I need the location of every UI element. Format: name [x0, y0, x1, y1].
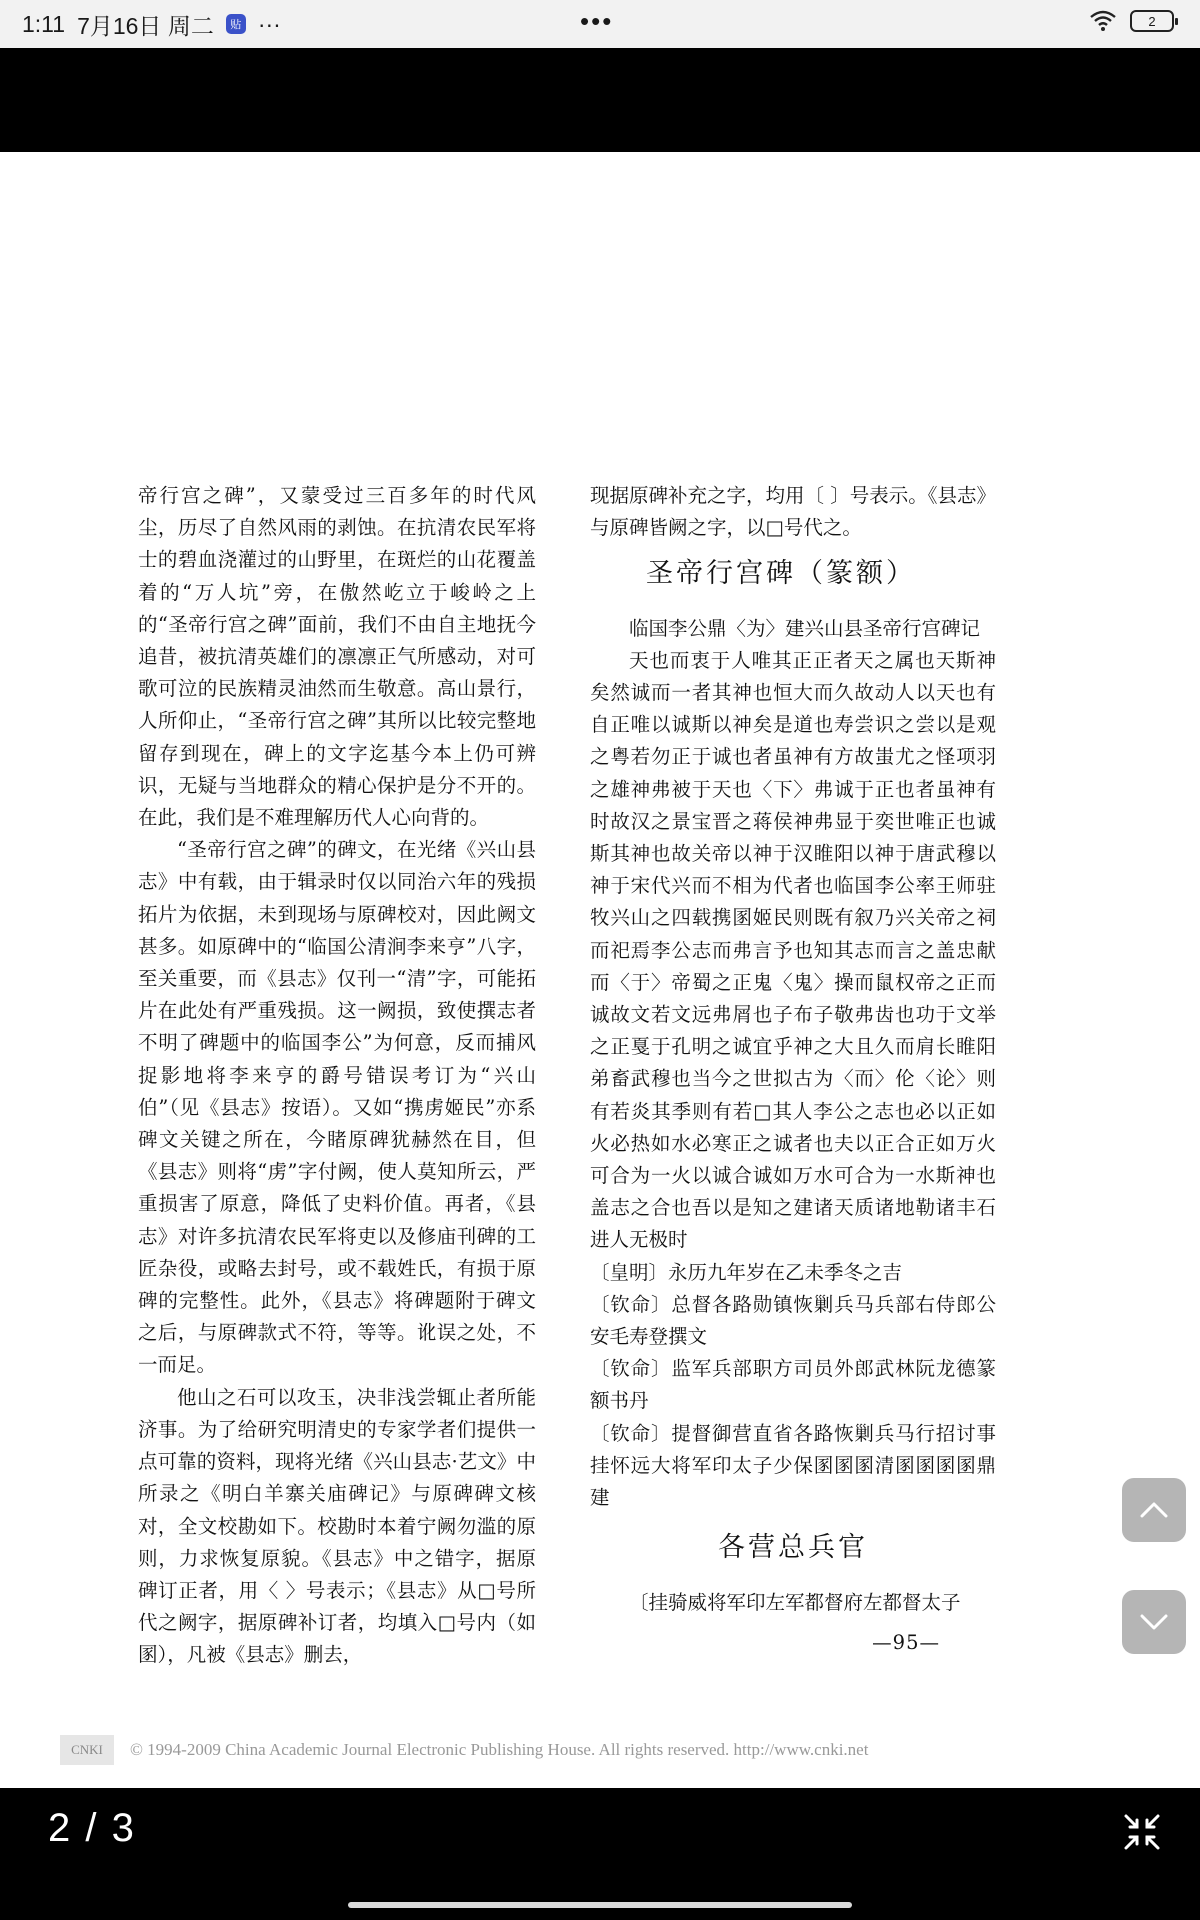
page-indicator: 2 / 3 [48, 1806, 136, 1850]
status-left [22, 8, 281, 41]
status-time: 1:11 [22, 10, 66, 37]
document-page [0, 152, 1200, 1788]
page-number: —95— [872, 1630, 940, 1654]
status-date: 7月16日 周二 [77, 12, 214, 39]
scroll-up-button[interactable] [1122, 1478, 1186, 1542]
status-right [1090, 10, 1174, 32]
paragraph: 〔皇明〕永历九年岁在乙未季冬之吉 [590, 1260, 903, 1284]
battery-icon [1130, 10, 1174, 32]
stele-title: 圣帝行宫碑（篆额） [646, 558, 916, 590]
paragraph: 〔钦命〕提督御营直省各路恢剿兵马行招讨事挂怀远大将军印太子少保圂圂圂清圂圂圂圂鼎建 [590, 1421, 996, 1510]
collapse-arrows-icon[interactable] [1122, 1812, 1162, 1852]
status-more-dots: ··· [257, 10, 281, 37]
cnki-logo: CNKI [60, 1735, 114, 1765]
scroll-down-button[interactable] [1122, 1590, 1186, 1654]
stele-text [590, 613, 996, 1515]
notification-app-icon: 贴 [226, 14, 246, 34]
multitask-dots[interactable]: ••• [580, 6, 614, 36]
chevron-up-icon [1139, 1500, 1169, 1520]
paragraph: 帝行宫之碑”，又蒙受过三百多年的时代风尘，历尽了自然风雨的剥蚀。在抗清农民军将士的碧血浇灌过的山野里，在斑烂的山花覆盖着的“万人坑”旁，在傲然屹立于峻岭之上的“圣帝行宫之碑”面前，我们不由自主地抚今追昔，被抗清英雄们的凛凛正气所感动，对可歌可泣的民族精灵油然而生敬意。高山景行，人所仰止，“圣帝行宫之碑”其所以比较完整地留存到现在，碑上的文字迄基今本上仍可辨识，无疑与当地群众的精心保护是分不开的。在此，我们是不难理解历代人心向背的。 [138, 484, 536, 830]
copyright-footer [60, 1730, 1160, 1770]
paragraph: “圣帝行宫之碑”的碑文，在光绪《兴山县志》中有载，由于辑录时仅以同治六年的残损拓片为依据，未到现场与原碑校对，因此阙文甚多。如原碑中的“临国公清涧李来亨”八字，至关重要，而《县志》仅刊一“清”字，可能拓片在此处有严重残损。这一阙损，致使撰志者不明了碑题中的临国李公”为何意，反而捕风捉影地将李来亨的爵号错误考订为“兴山伯”（见《县志》按语）。又如“携虏姬民”亦系碑文关键之所在，今睹原碑犹赫然在目，但《县志》则将“虏”字付阙，使人莫知所云，严重损害了原意，降低了史料价值。再者，《县志》对许多抗清农民军将吏以及修庙刊碑的工匠杂役，或略去封号，或不载姓氏，有损于原碑的完整性。此外，《县志》将碑题附于碑文之后，与原碑款式不符，等等。讹误之处，不一而足。 [138, 838, 536, 1377]
section-title: 各营总兵官 [718, 1532, 868, 1564]
viewer-top-band [0, 48, 1200, 152]
paragraph: 他山之石可以攻玉，决非浅尝辄止者所能济事。为了给研究明清史的专家学者们提供一点可靠的资料，现将光绪《兴山县志·艺文》中所录之《明白羊寨关庙碑记》与原碑碑文核对，全文校勘如下。校勘时本着宁阙勿滥的原则，力求恢复原貌。《县志》中之错字，据原碑订正者，用〈 〉号表示；《县志》从□号所代之阙字，据原碑补订者，均填入□号内（如圂），凡被《县志》删去， [138, 1385, 536, 1667]
right-intro: 现据原碑补充之字，均用〔 〕号表示。《县志》与原碑皆阙之字，以□号代之。 [590, 484, 996, 540]
battery-level: 2 [1148, 13, 1156, 29]
chevron-down-icon [1139, 1612, 1169, 1632]
wifi-icon [1090, 10, 1116, 32]
home-indicator[interactable] [348, 1902, 852, 1908]
paragraph: 〔钦命〕总督各路勋镇恢剿兵马兵部右侍郎公安毛寿登撰文 [590, 1292, 996, 1349]
paragraph: 天也而衷于人唯其正正者天之属也天斯神矣然诚而一者其神也恒大而久故动人以天也有自正唯以诚斯以神矣是道也寿尝识之尝以是观之粤若勿正于诚也者虽神有方故蚩尤之怪项羽之雄神弗被于天也〈下〉弗诚于正也者虽神有时故汉之景宝晋之蒋侯神弗显于奕世唯正也诚斯其神也故关帝以神于汉睢阳以神于唐武穆以神于宋代兴而不相为代者也临国李公率王师驻牧兴山之四载携圂姬民则既有叙乃兴关帝之祠而祀焉李公志而弗言予也知其志而言之盖忠献而〈于〉帝蜀之正鬼〈鬼〉操而鼠权帝之正而诚故文若文远弗屑也子布子敬弗齿也功于文举之正戛于孔明之诚宜乎神之大且久而肩长睢阳弟畜武穆也当今之世拟古为〈而〉伦〈论〉则有若炎其季则有若□其人李公之志也必以正如火必热如水必寒正之诚者也夫以正合正如万火可合为一火以诚合诚如万水可合为一水斯神也盖志之合也吾以是知之建诸天质诸地勒诸丰石进人无极时 [590, 648, 996, 1252]
right-column [590, 480, 996, 1659]
paragraph: 〔钦命〕监军兵部职方司员外郎武林阮龙德篆额书丹 [590, 1357, 996, 1413]
right-tail: 〔挂骑威将军印左军都督府左都督太子 [629, 1590, 961, 1614]
viewer-bottom-bar [0, 1788, 1200, 1920]
paragraph: 临国李公鼎〈为〉建兴山县圣帝行宫碑记 [629, 616, 981, 640]
copyright-text: © 1994-2009 China Academic Journal Electronic Publishing House. All rights reserved. http://www.cnki.net [130, 1740, 869, 1759]
status-bar [0, 0, 1200, 48]
left-column [138, 480, 536, 1672]
